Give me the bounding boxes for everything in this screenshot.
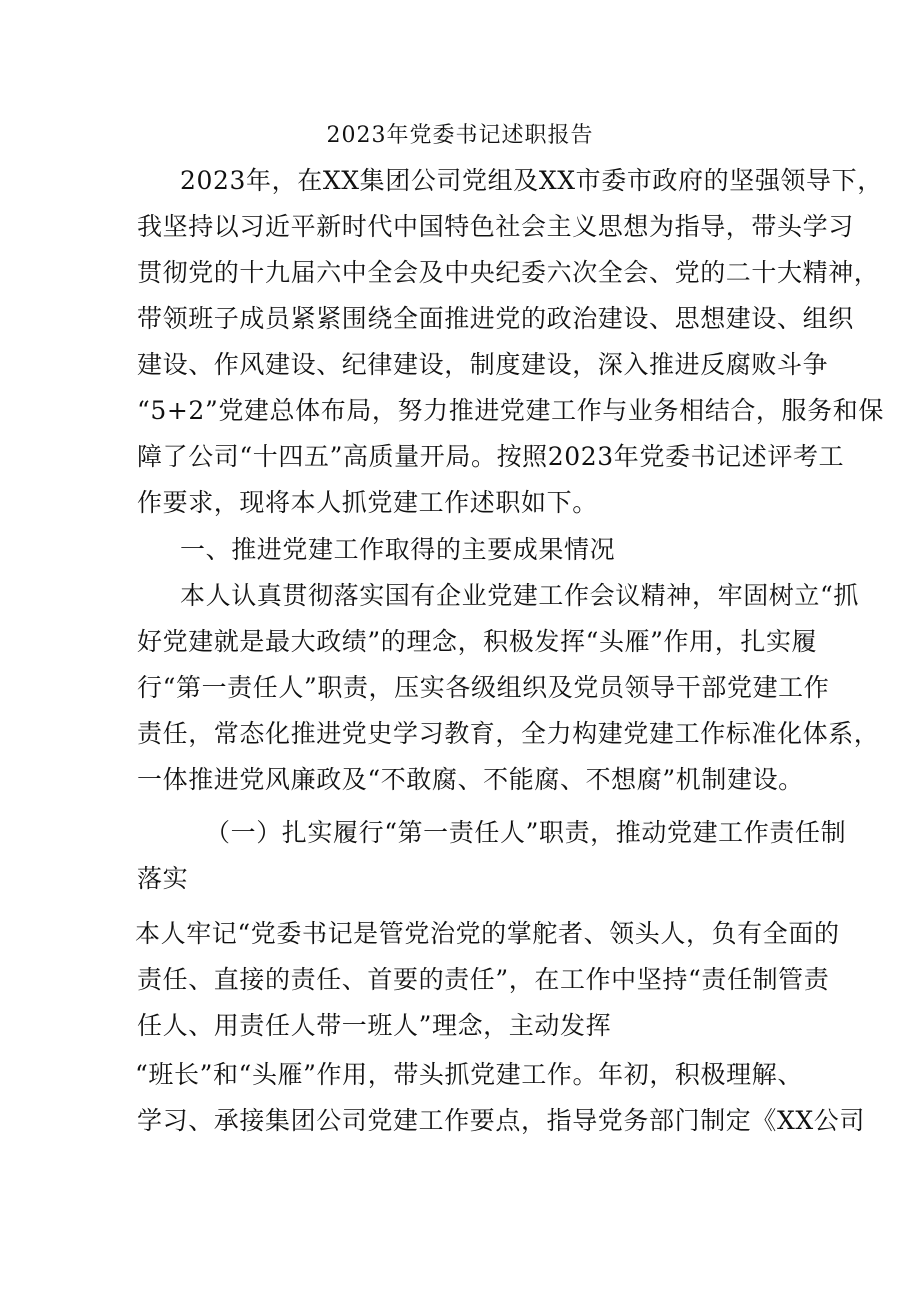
text-line: “班长”和“头雁”作用，带头抓党建工作。年初，积极理解、 <box>135 1060 803 1089</box>
text-line: “5+2”党建总体布局，努力推进党建工作与业务相结合，服务和保 <box>137 396 884 425</box>
text-line: 一体推进党风廉政及“不敢腐、不能腐、不想腐”机制建设。 <box>137 765 804 794</box>
text-line: 责任，常态化推进党史学习教育，全力构建党建工作标准化体系， <box>137 719 880 748</box>
text-line: 作要求，现将本人抓党建工作述职如下。 <box>137 488 598 517</box>
text-line: 我坚持以习近平新时代中国特色社会主义思想为指导，带头学习 <box>137 212 854 241</box>
text-line: 贯彻党的十九届六中全会及中央纪委六次全会、党的二十大精神， <box>137 258 880 287</box>
text-line: 责任、直接的责任、首要的责任”，在工作中坚持“责任制管责 <box>137 965 830 994</box>
text-line: 行“第一责任人”职责，压实各级组织及党员领导干部党建工作 <box>137 673 830 702</box>
text-line: 障了公司“十四五”高质量开局。按照2023年党委书记述评考工 <box>137 442 845 471</box>
text-line: 本人牢记“党委书记是管党治党的掌舵者、领头人，负有全面的 <box>135 919 840 948</box>
text-line: 2023年，在XX集团公司党组及XX市委市政府的坚强领导下， <box>180 166 883 195</box>
subsection-heading: （一）扎实履行“第一责任人”职责，推动党建工作责任制 <box>205 818 847 847</box>
text-line: 本人认真贯彻落实国有企业党建工作会议精神，牢固树立“抓 <box>180 581 859 610</box>
text-line: 任人、用责任人带一班人”理念，主动发挥 <box>137 1011 612 1040</box>
text-line: 好党建就是最大政绩”的理念，积极发挥“头雁”作用，扎实履 <box>137 627 818 656</box>
subsection-heading-continued: 落实 <box>137 864 189 893</box>
section-heading: 一、推进党建工作取得的主要成果情况 <box>180 535 616 564</box>
text-line: 学习、承接集团公司党建工作要点，指导党务部门制定《XX公司 <box>137 1106 865 1135</box>
text-line: 带领班子成员紧紧围绕全面推进党的政治建设、思想建设、组织 <box>137 304 854 333</box>
text-line: 建设、作风建设、纪律建设，制度建设，深入推进反腐败斗争 <box>137 350 829 379</box>
document-title: 2023年党委书记述职报告 <box>326 123 594 148</box>
